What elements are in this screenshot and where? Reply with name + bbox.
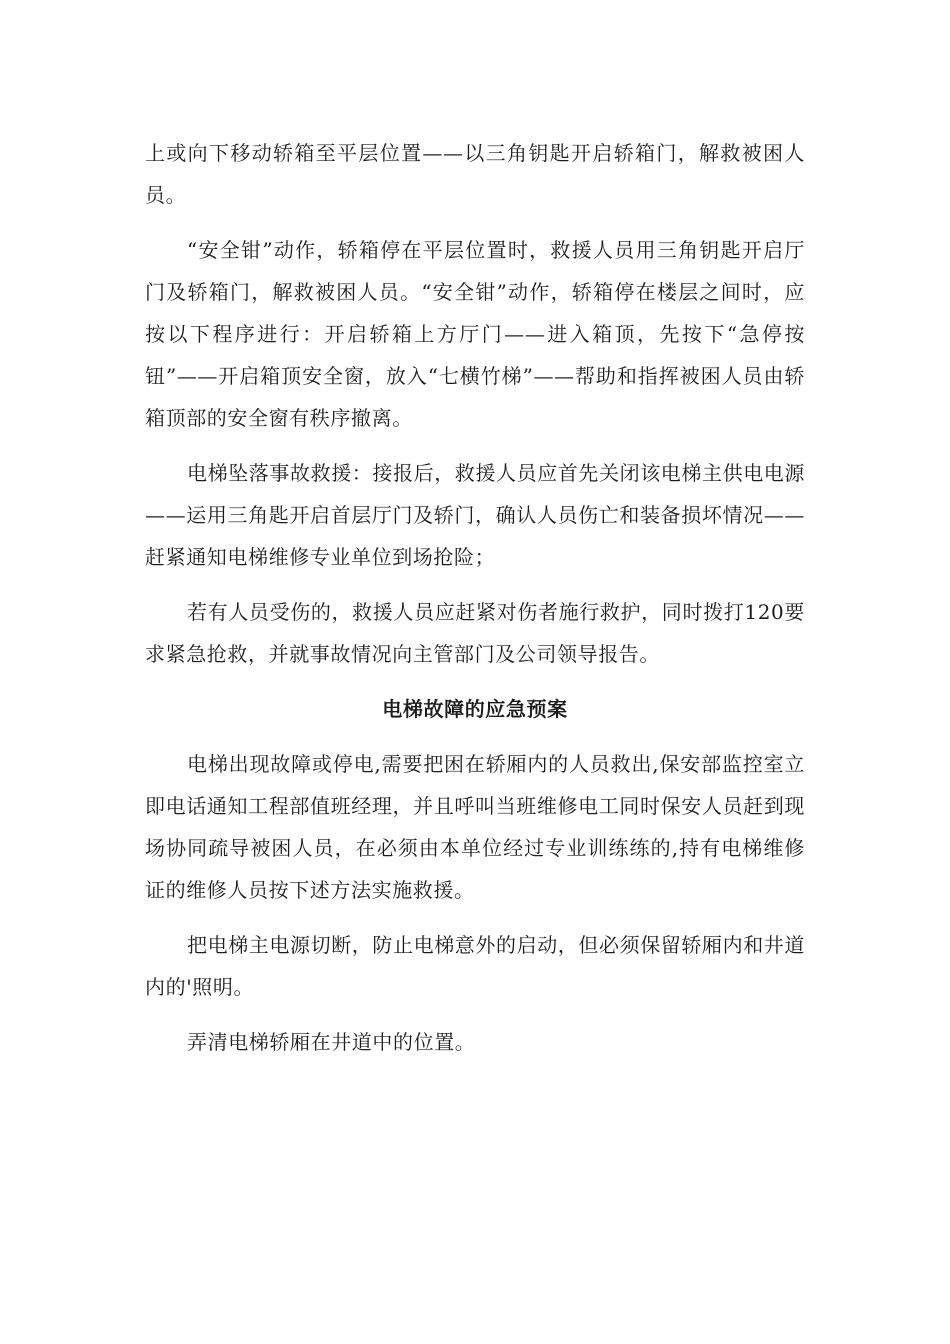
power-cutoff-paragraph: 把电梯主电源切断，防止电梯意外的启动，但必须保留轿厢内和井道内的'照明。 xyxy=(145,933,805,999)
continued-paragraph: 上或向下移动轿箱至平层位置——以三角钥匙开启轿箱门，解救被困人员。 xyxy=(145,141,805,207)
safety-gear-paragraph: “安全钳”动作，轿箱停在平层位置时，救援人员用三角钥匙开启厅门及轿箱门，解救被困人员。“安全钳”动作，轿箱停在楼层之间时，应按以下程序进行：开启轿箱上方厅门——进入箱顶，先按下“急停按钮”——开启箱顶安全窗，放入“七横竹梯”——帮助和指挥被困人员由轿箱顶部的安全窗有秩序撤离。 xyxy=(145,238,805,430)
section-heading: 电梯故障的应急预案 xyxy=(382,697,568,721)
elevator-fall-rescue-paragraph: 电梯坠落事故救援：接报后，救援人员应首先关闭该电梯主供电电源——运用三角匙开启首层厅门及轿门，确认人员伤亡和装备损坏情况——赶紧通知电梯维修专业单位到场抢险； xyxy=(145,461,805,569)
fault-notification-paragraph: 电梯出现故障或停电,需要把困在轿厢内的人员救出,保安部监控室立即电话通知工程部值班经理，并且呼叫当班维修电工同时保安人员赶到现场协同疏导被困人员，在必须由本单位经过专业训练练的,持有电梯维修证的维修人员按下述方法实施救援。 xyxy=(145,752,805,902)
injury-response-paragraph: 若有人员受伤的，救援人员应赶紧对伤者施行救护，同时拨打120要求紧急抢救，并就事故情况向主管部门及公司领导报告。 xyxy=(145,600,805,666)
document-body xyxy=(145,132,805,1076)
car-position-paragraph: 弄清电梯轿厢在井道中的位置。 xyxy=(187,1030,476,1054)
